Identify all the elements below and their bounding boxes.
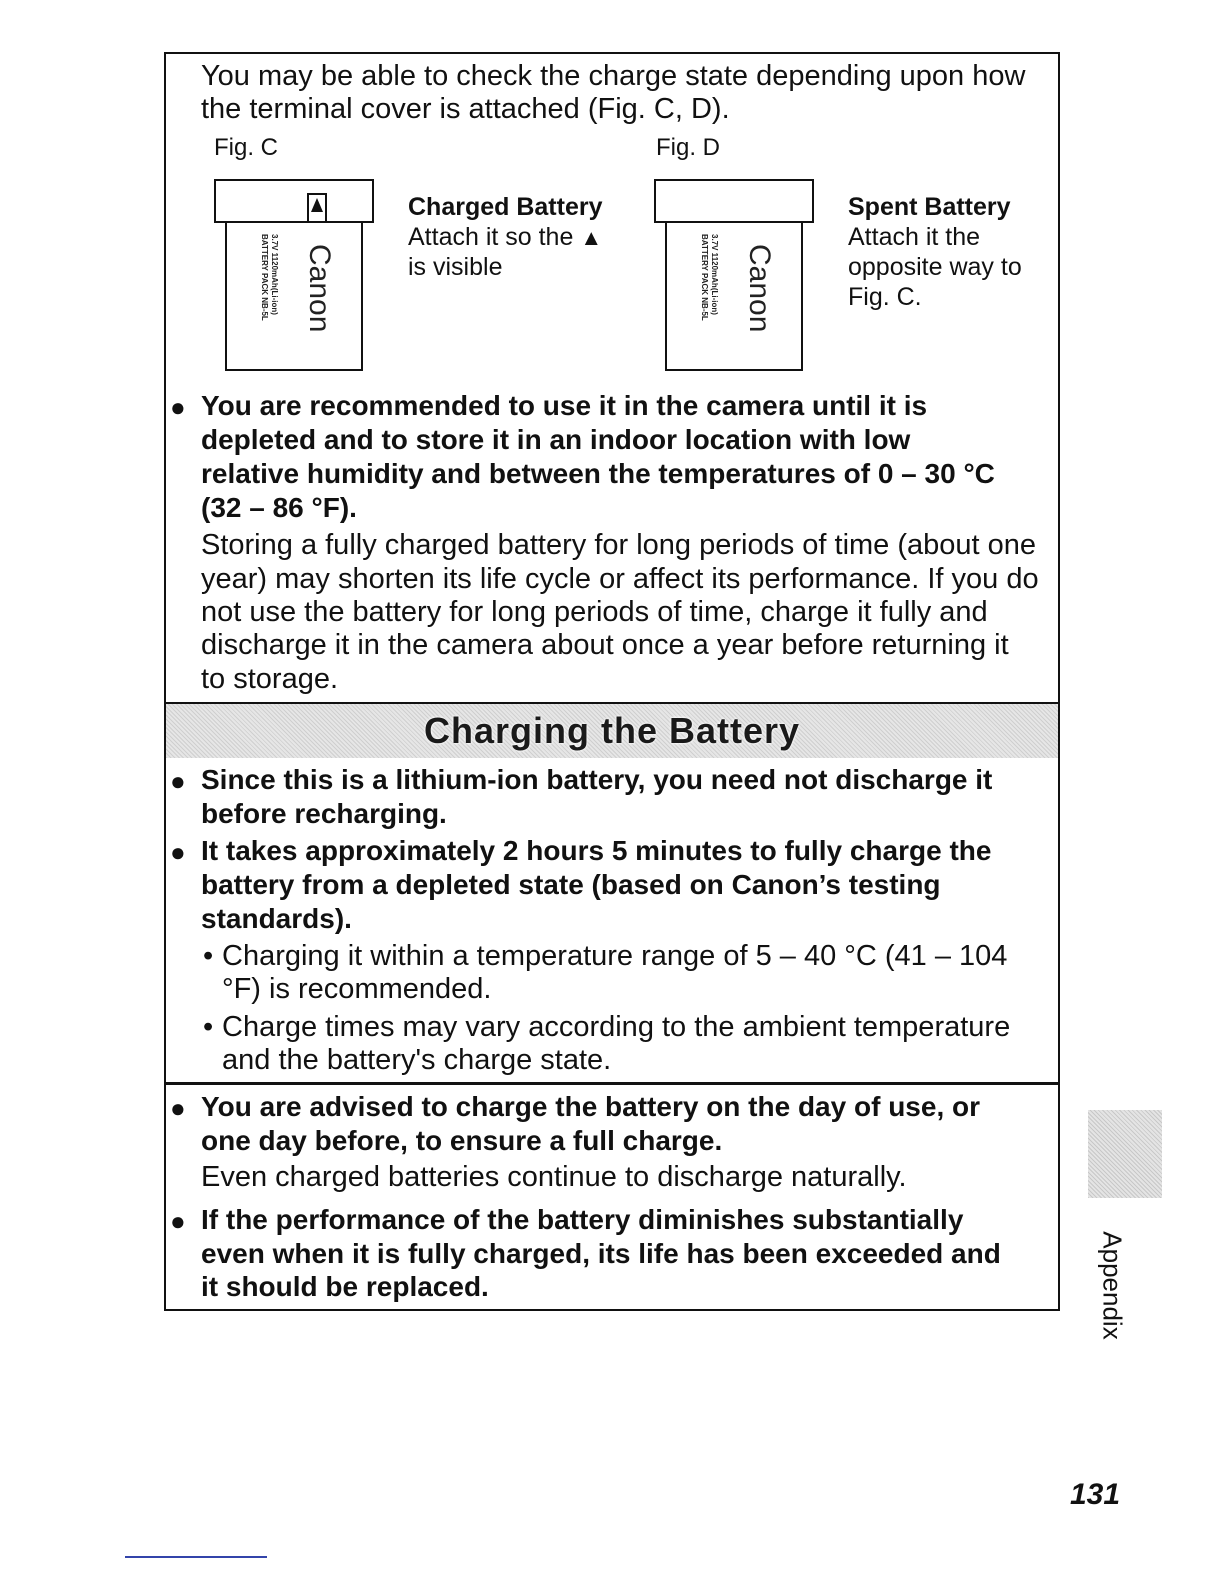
storage-bold-4: (32 – 86 °F). [201, 492, 357, 523]
section-banner [164, 704, 1060, 758]
advice-b1-line-1: You are advised to charge the battery on the day of use, or [201, 1091, 980, 1122]
charged-line1-text: Attach it so the [408, 223, 574, 251]
storage-para-5: to storage. [201, 663, 339, 695]
footer-rule [125, 1556, 267, 1558]
battery-d-cover [655, 180, 813, 222]
spent-battery-title: Spent Battery [848, 193, 1011, 221]
charging-b2-line-3: standards). [201, 903, 352, 934]
storage-para-4: discharge it in the camera about once a year before returning it [201, 629, 1009, 661]
advice-b2-line-3: it should be replaced. [201, 1271, 489, 1302]
sub-bullet-icon: • [203, 940, 214, 972]
charging-b1-line-1: Since this is a lithium-ion battery, you need not discharge it [201, 764, 993, 795]
sub-bullet-icon: • [203, 1011, 214, 1043]
charging-b2-line-2: battery from a depleted state (based on Canon’s testing [201, 869, 941, 900]
bullet-icon: ● [170, 837, 186, 867]
intro-line-2: the terminal cover is attached (Fig. C, D). [201, 93, 730, 125]
pack-label-2: 3.7V 1120mAh(Li-ion) [270, 234, 279, 315]
advice-b2-line-2: even when it is fully charged, its life has been exceeded and [201, 1238, 1001, 1269]
page-number: 131 [1070, 1478, 1121, 1511]
charging-s2-line-2: and the battery's charge state. [222, 1044, 612, 1076]
pack-label-1: BATTERY PACK NB-5L [260, 234, 269, 321]
advice-b2-line-1: If the performance of the battery diminishes substantially [201, 1204, 964, 1235]
appendix-tab-marker [1088, 1110, 1162, 1198]
storage-bold-2: depleted and to store it in an indoor location with low [201, 424, 911, 455]
charged-battery-line-1 [408, 222, 602, 253]
canon-logo: Canon [303, 244, 336, 333]
spent-battery-line-2: opposite way to [848, 253, 1022, 281]
charging-s1-line-2: °F) is recommended. [222, 973, 492, 1005]
section-title: Charging the Battery [423, 710, 801, 751]
pack-label-2: 3.7V 1120mAh(Li-ion) [710, 234, 719, 315]
fig-d-label: Fig. D [656, 134, 721, 161]
bullet-icon: ● [170, 392, 186, 422]
pack-label-1: BATTERY PACK NB-5L [700, 234, 709, 321]
charging-b2-line-1: It takes approximately 2 hours 5 minutes to fully charge the [201, 835, 992, 866]
appendix-tab-label: Appendix [1097, 1231, 1128, 1340]
charged-battery-line-2: is visible [408, 253, 503, 281]
bullet-icon: ● [170, 766, 186, 796]
storage-para-3: not use the battery for long periods of time, charge it fully and [201, 596, 988, 628]
storage-para-2: year) may shorten its life cycle or affect its performance. If you do [201, 563, 1039, 595]
bullet-icon: ● [170, 1093, 186, 1123]
canon-logo: Canon [743, 244, 776, 333]
storage-para-1: Storing a fully charged battery for long periods of time (about one [201, 529, 1037, 561]
fig-c-label: Fig. C [214, 134, 279, 161]
battery-fig-c [210, 176, 380, 376]
triangle-symbol-icon: ▲ [580, 225, 603, 250]
charging-s1-line-1: Charging it within a temperature range of 5 – 40 °C (41 – 104 [222, 940, 1008, 972]
battery-c-cover [215, 180, 373, 222]
spent-battery-line-1: Attach it the [848, 223, 981, 251]
charging-b1-line-2: before recharging. [201, 798, 447, 829]
spent-battery-line-3: Fig. C. [848, 283, 922, 311]
advice-b1-line-2: one day before, to ensure a full charge. [201, 1125, 723, 1156]
bullet-icon: ● [170, 1206, 186, 1236]
charging-s2-line-1: Charge times may vary according to the ambient temperature [222, 1011, 1011, 1043]
intro-line-1: You may be able to check the charge state depending upon how [201, 60, 1026, 92]
battery-fig-d [650, 176, 820, 376]
advice-b1-para: Even charged batteries continue to discharge naturally. [201, 1161, 907, 1193]
charged-battery-title: Charged Battery [408, 193, 603, 221]
battery-d-body [666, 212, 802, 370]
storage-bold-3: relative humidity and between the temperatures of 0 – 30 °C [201, 458, 995, 489]
battery-c-body [226, 212, 362, 370]
storage-bold-1: You are recommended to use it in the camera until it is [201, 390, 928, 421]
